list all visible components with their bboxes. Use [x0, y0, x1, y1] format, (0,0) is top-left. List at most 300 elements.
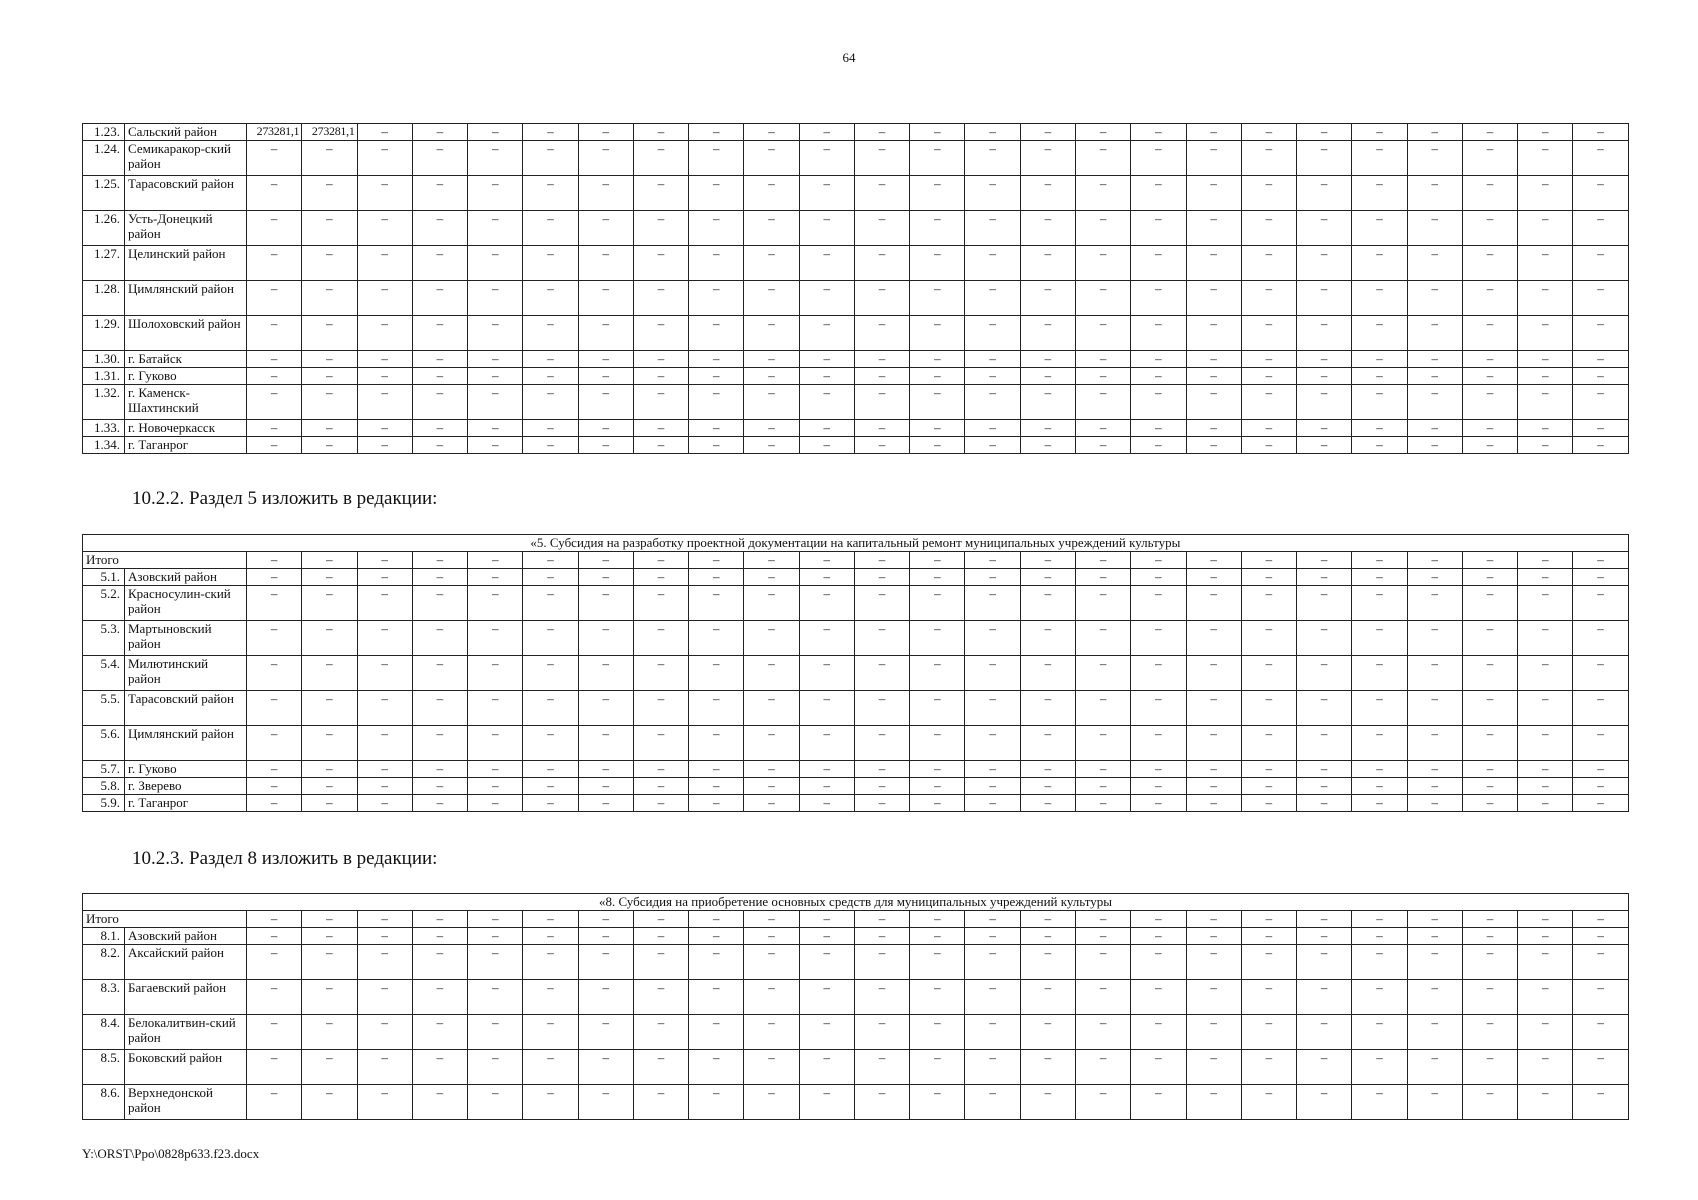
value-cell: –	[910, 928, 965, 945]
value-cell: –	[1573, 141, 1628, 176]
value-cell: –	[1241, 586, 1296, 621]
value-cell: –	[799, 1015, 854, 1050]
value-cell: –	[357, 726, 412, 761]
value-cell: –	[854, 351, 909, 368]
value-cell: –	[247, 795, 302, 812]
value-cell: –	[578, 656, 633, 691]
value-cell: –	[1020, 211, 1075, 246]
table-row	[83, 691, 1629, 726]
value-cell: –	[854, 795, 909, 812]
value-cell: –	[910, 980, 965, 1015]
value-cell: –	[1241, 437, 1296, 454]
value-cell: –	[1407, 552, 1462, 569]
caption-row	[83, 535, 1629, 552]
value-cell: –	[689, 351, 744, 368]
value-cell: –	[910, 621, 965, 656]
value-cell: –	[1075, 911, 1130, 928]
value-cell: –	[357, 211, 412, 246]
value-cell: –	[965, 176, 1020, 211]
value-cell: –	[744, 795, 799, 812]
value-cell: –	[1518, 980, 1573, 1015]
value-cell: –	[744, 385, 799, 420]
value-cell: –	[1352, 761, 1407, 778]
row-name: Усть-Донецкий район	[125, 211, 247, 246]
value-cell: –	[247, 141, 302, 176]
value-cell: –	[633, 928, 688, 945]
value-cell: –	[357, 1050, 412, 1085]
value-cell: –	[1075, 656, 1130, 691]
value-cell: –	[1407, 385, 1462, 420]
value-cell: –	[1407, 761, 1462, 778]
value-cell: –	[357, 437, 412, 454]
value-cell: –	[633, 316, 688, 351]
section-8-table	[82, 893, 1629, 1120]
value-cell: –	[965, 928, 1020, 945]
value-cell: –	[578, 980, 633, 1015]
value-cell: –	[744, 368, 799, 385]
value-cell: –	[965, 385, 1020, 420]
value-cell: –	[357, 945, 412, 980]
value-cell: –	[357, 691, 412, 726]
value-cell: –	[1131, 778, 1186, 795]
file-path-footer: Y:\ORST\Ppo\0828p633.f23.docx	[82, 1146, 260, 1161]
value-cell: –	[247, 552, 302, 569]
value-cell: –	[1518, 552, 1573, 569]
value-cell: –	[1131, 1050, 1186, 1085]
value-cell: –	[412, 437, 467, 454]
value-cell: –	[468, 385, 523, 420]
value-cell: –	[1462, 761, 1517, 778]
value-cell: –	[1075, 691, 1130, 726]
value-cell: –	[799, 437, 854, 454]
value-cell: –	[965, 911, 1020, 928]
value-cell: –	[1462, 586, 1517, 621]
value-cell: –	[1462, 1085, 1517, 1120]
value-cell: –	[412, 656, 467, 691]
value-cell: –	[412, 552, 467, 569]
value-cell: –	[1020, 945, 1075, 980]
value-cell: –	[302, 945, 357, 980]
value-cell: –	[1462, 1050, 1517, 1085]
value-cell: –	[247, 420, 302, 437]
value-cell: –	[1462, 911, 1517, 928]
value-cell: –	[578, 385, 633, 420]
value-cell: –	[854, 1050, 909, 1085]
value-cell: –	[468, 656, 523, 691]
value-cell: –	[1518, 420, 1573, 437]
value-cell: –	[910, 778, 965, 795]
value-cell: –	[1297, 980, 1352, 1015]
value-cell: –	[633, 437, 688, 454]
value-cell: –	[523, 778, 578, 795]
value-cell: –	[744, 1050, 799, 1085]
value-cell: –	[854, 552, 909, 569]
value-cell: –	[633, 552, 688, 569]
value-cell: –	[744, 778, 799, 795]
value-cell: –	[965, 980, 1020, 1015]
row-number: 8.1.	[83, 928, 125, 945]
value-cell: –	[468, 586, 523, 621]
value-cell: –	[910, 586, 965, 621]
table-row	[83, 1050, 1629, 1085]
value-cell: –	[1075, 928, 1130, 945]
value-cell: –	[1241, 1015, 1296, 1050]
value-cell: –	[1462, 211, 1517, 246]
value-cell: –	[1352, 420, 1407, 437]
value-cell: –	[1241, 211, 1296, 246]
value-cell: –	[1241, 552, 1296, 569]
value-cell: –	[1075, 945, 1130, 980]
value-cell: –	[1075, 141, 1130, 176]
value-cell: –	[799, 569, 854, 586]
value-cell: –	[1020, 586, 1075, 621]
value-cell: –	[1462, 778, 1517, 795]
value-cell: –	[799, 385, 854, 420]
value-cell: –	[633, 385, 688, 420]
value-cell: –	[1186, 795, 1241, 812]
value-cell: –	[247, 1085, 302, 1120]
value-cell: –	[578, 176, 633, 211]
value-cell: –	[1075, 281, 1130, 316]
value-cell: –	[799, 281, 854, 316]
value-cell: –	[412, 281, 467, 316]
value-cell: –	[854, 911, 909, 928]
row-number: 1.28.	[83, 281, 125, 316]
value-cell: –	[302, 351, 357, 368]
value-cell: –	[744, 761, 799, 778]
value-cell: –	[965, 124, 1020, 141]
value-cell: –	[1020, 928, 1075, 945]
value-cell: –	[1573, 437, 1628, 454]
value-cell: –	[1462, 141, 1517, 176]
value-cell: –	[689, 385, 744, 420]
value-cell: –	[689, 980, 744, 1015]
value-cell: –	[523, 351, 578, 368]
value-cell: –	[1186, 176, 1241, 211]
value-cell: –	[468, 368, 523, 385]
value-cell: –	[1075, 1085, 1130, 1120]
value-cell: –	[468, 1050, 523, 1085]
value-cell: –	[578, 1050, 633, 1085]
value-cell: –	[1241, 351, 1296, 368]
value-cell: –	[1573, 586, 1628, 621]
value-cell: –	[357, 586, 412, 621]
value-cell: –	[1352, 385, 1407, 420]
value-cell: –	[1020, 726, 1075, 761]
row-number: 5.2.	[83, 586, 125, 621]
value-cell: –	[965, 656, 1020, 691]
value-cell: –	[523, 124, 578, 141]
value-cell: –	[1407, 1050, 1462, 1085]
value-cell: –	[1518, 385, 1573, 420]
value-cell: –	[1186, 586, 1241, 621]
value-cell: –	[468, 351, 523, 368]
value-cell: –	[412, 621, 467, 656]
value-cell: –	[468, 569, 523, 586]
value-cell: –	[1407, 586, 1462, 621]
row-number: 5.9.	[83, 795, 125, 812]
value-cell: –	[1297, 778, 1352, 795]
value-cell: –	[468, 945, 523, 980]
value-cell: –	[744, 726, 799, 761]
value-cell: –	[1462, 980, 1517, 1015]
value-cell: –	[247, 281, 302, 316]
value-cell: –	[1020, 569, 1075, 586]
value-cell: –	[1352, 1050, 1407, 1085]
row-name: г. Новочеркасск	[125, 420, 247, 437]
value-cell: –	[689, 656, 744, 691]
value-cell: –	[854, 586, 909, 621]
value-cell: –	[578, 368, 633, 385]
value-cell: –	[1241, 141, 1296, 176]
value-cell: –	[744, 586, 799, 621]
value-cell: –	[412, 316, 467, 351]
value-cell: –	[633, 420, 688, 437]
value-cell: –	[633, 1050, 688, 1085]
value-cell: –	[468, 211, 523, 246]
value-cell: –	[1186, 1015, 1241, 1050]
value-cell: –	[854, 761, 909, 778]
value-cell: –	[689, 569, 744, 586]
value-cell: –	[910, 552, 965, 569]
value-cell: –	[1186, 980, 1241, 1015]
value-cell: –	[357, 569, 412, 586]
value-cell: –	[965, 621, 1020, 656]
value-cell: –	[1020, 141, 1075, 176]
value-cell: –	[854, 778, 909, 795]
value-cell: –	[633, 351, 688, 368]
value-cell: –	[1131, 726, 1186, 761]
row-name: г. Батайск	[125, 351, 247, 368]
value-cell: –	[523, 726, 578, 761]
value-cell: –	[578, 795, 633, 812]
value-cell: –	[633, 569, 688, 586]
value-cell: –	[1352, 945, 1407, 980]
value-cell: –	[412, 928, 467, 945]
value-cell: –	[1573, 795, 1628, 812]
value-cell: –	[1186, 351, 1241, 368]
value-cell: –	[412, 351, 467, 368]
value-cell: –	[1241, 1085, 1296, 1120]
value-cell: –	[412, 124, 467, 141]
value-cell: –	[1075, 1015, 1130, 1050]
value-cell: –	[1131, 945, 1186, 980]
value-cell: –	[854, 316, 909, 351]
value-cell: –	[412, 211, 467, 246]
row-number: 8.5.	[83, 1050, 125, 1085]
value-cell: –	[1020, 656, 1075, 691]
value-cell: –	[1297, 141, 1352, 176]
value-cell: –	[744, 552, 799, 569]
value-cell: –	[578, 726, 633, 761]
total-row	[83, 911, 1629, 928]
value-cell: –	[1407, 928, 1462, 945]
value-cell: –	[965, 1015, 1020, 1050]
value-cell: –	[578, 945, 633, 980]
value-cell: –	[247, 1015, 302, 1050]
value-cell: –	[578, 586, 633, 621]
value-cell: –	[1131, 928, 1186, 945]
value-cell: –	[910, 1015, 965, 1050]
value-cell: –	[910, 437, 965, 454]
table-row	[83, 795, 1629, 812]
value-cell: –	[302, 211, 357, 246]
value-cell: –	[1518, 246, 1573, 281]
value-cell: –	[854, 691, 909, 726]
value-cell: –	[1518, 928, 1573, 945]
value-cell: –	[965, 569, 1020, 586]
value-cell: –	[302, 795, 357, 812]
value-cell: –	[1518, 795, 1573, 812]
value-cell: –	[468, 176, 523, 211]
value-cell: –	[1352, 176, 1407, 211]
value-cell: –	[1131, 385, 1186, 420]
value-cell: –	[1186, 552, 1241, 569]
value-cell: –	[1186, 945, 1241, 980]
value-cell: –	[1573, 761, 1628, 778]
value-cell: –	[1075, 621, 1130, 656]
value-cell: –	[854, 437, 909, 454]
value-cell: –	[578, 246, 633, 281]
value-cell: –	[1462, 569, 1517, 586]
value-cell: –	[523, 569, 578, 586]
value-cell: –	[1518, 761, 1573, 778]
value-cell: –	[523, 316, 578, 351]
value-cell: –	[633, 1085, 688, 1120]
value-cell: –	[247, 211, 302, 246]
value-cell: –	[578, 281, 633, 316]
value-cell: –	[689, 437, 744, 454]
value-cell: –	[799, 778, 854, 795]
value-cell: –	[965, 420, 1020, 437]
value-cell: –	[1518, 281, 1573, 316]
value-cell: –	[689, 368, 744, 385]
value-cell: –	[1241, 281, 1296, 316]
row-number: 5.4.	[83, 656, 125, 691]
table-row	[83, 928, 1629, 945]
value-cell: –	[1075, 316, 1130, 351]
value-cell: –	[247, 726, 302, 761]
value-cell: –	[1241, 124, 1296, 141]
value-cell: –	[910, 211, 965, 246]
value-cell: –	[412, 911, 467, 928]
row-name: г. Зверево	[125, 778, 247, 795]
value-cell: –	[1518, 176, 1573, 211]
table-caption: «5. Субсидия на разработку проектной документации на капитальный ремонт муниципальных учреждений культуры	[83, 535, 1629, 552]
value-cell: –	[357, 980, 412, 1015]
row-number: 5.5.	[83, 691, 125, 726]
value-cell: –	[1352, 281, 1407, 316]
value-cell: –	[1573, 1050, 1629, 1085]
value-cell: –	[1573, 385, 1628, 420]
value-cell: –	[468, 726, 523, 761]
value-cell: –	[689, 281, 744, 316]
row-name: г. Таганрог	[125, 795, 247, 812]
value-cell: –	[1352, 691, 1407, 726]
value-cell: –	[523, 761, 578, 778]
value-cell: –	[1407, 945, 1462, 980]
value-cell: –	[578, 761, 633, 778]
value-cell: –	[1131, 316, 1186, 351]
value-cell: –	[1462, 281, 1517, 316]
value-cell: –	[357, 124, 412, 141]
value-cell: –	[1462, 176, 1517, 211]
value-cell: –	[578, 569, 633, 586]
value-cell: –	[1352, 246, 1407, 281]
value-cell: –	[1518, 945, 1573, 980]
value-cell: –	[744, 691, 799, 726]
value-cell: –	[1573, 691, 1628, 726]
value-cell: –	[1407, 569, 1462, 586]
value-cell: –	[910, 316, 965, 351]
value-cell: –	[468, 552, 523, 569]
value-cell: –	[302, 1015, 357, 1050]
section-8-heading: 10.2.3. Раздел 8 изложить в редакции:	[132, 848, 438, 869]
value-cell: –	[1518, 1015, 1573, 1050]
row-name: Цимлянский район	[125, 281, 247, 316]
row-name: Семикаракор-ский район	[125, 141, 247, 176]
value-cell: –	[1186, 141, 1241, 176]
value-cell: –	[578, 778, 633, 795]
value-cell: –	[633, 761, 688, 778]
value-cell: –	[468, 691, 523, 726]
value-cell: –	[1462, 691, 1517, 726]
value-cell: –	[357, 1015, 412, 1050]
value-cell: –	[523, 385, 578, 420]
value-cell: –	[1462, 552, 1517, 569]
value-cell: –	[1020, 911, 1075, 928]
value-cell: –	[1297, 124, 1352, 141]
row-name: г. Каменск-Шахтинский	[125, 385, 247, 420]
value-cell: –	[689, 726, 744, 761]
value-cell: –	[965, 586, 1020, 621]
value-cell: –	[1352, 911, 1407, 928]
value-cell: –	[744, 437, 799, 454]
value-cell: –	[744, 1015, 799, 1050]
value-cell: –	[302, 621, 357, 656]
value-cell: –	[247, 778, 302, 795]
value-cell: –	[1186, 621, 1241, 656]
value-cell: –	[910, 351, 965, 368]
value-cell: –	[1573, 420, 1628, 437]
value-cell: –	[854, 945, 909, 980]
value-cell: –	[799, 368, 854, 385]
section-5-heading: 10.2.2. Раздел 5 изложить в редакции:	[132, 488, 438, 509]
value-cell: –	[247, 316, 302, 351]
table-row	[83, 656, 1629, 691]
value-cell: –	[1131, 351, 1186, 368]
value-cell: –	[247, 385, 302, 420]
value-cell: –	[1462, 656, 1517, 691]
value-cell: –	[965, 368, 1020, 385]
value-cell: –	[799, 656, 854, 691]
value-cell: –	[1020, 420, 1075, 437]
row-number: 8.4.	[83, 1015, 125, 1050]
total-row	[83, 552, 1629, 569]
value-cell: –	[1573, 552, 1628, 569]
table-row	[83, 176, 1629, 211]
value-cell: –	[302, 176, 357, 211]
value-cell: –	[633, 945, 688, 980]
value-cell: –	[744, 928, 799, 945]
value-cell: –	[302, 368, 357, 385]
table-row	[83, 761, 1629, 778]
value-cell: –	[1297, 911, 1352, 928]
value-cell: –	[854, 124, 909, 141]
value-cell: –	[1462, 795, 1517, 812]
value-cell: –	[1186, 1085, 1241, 1120]
value-cell: –	[578, 928, 633, 945]
